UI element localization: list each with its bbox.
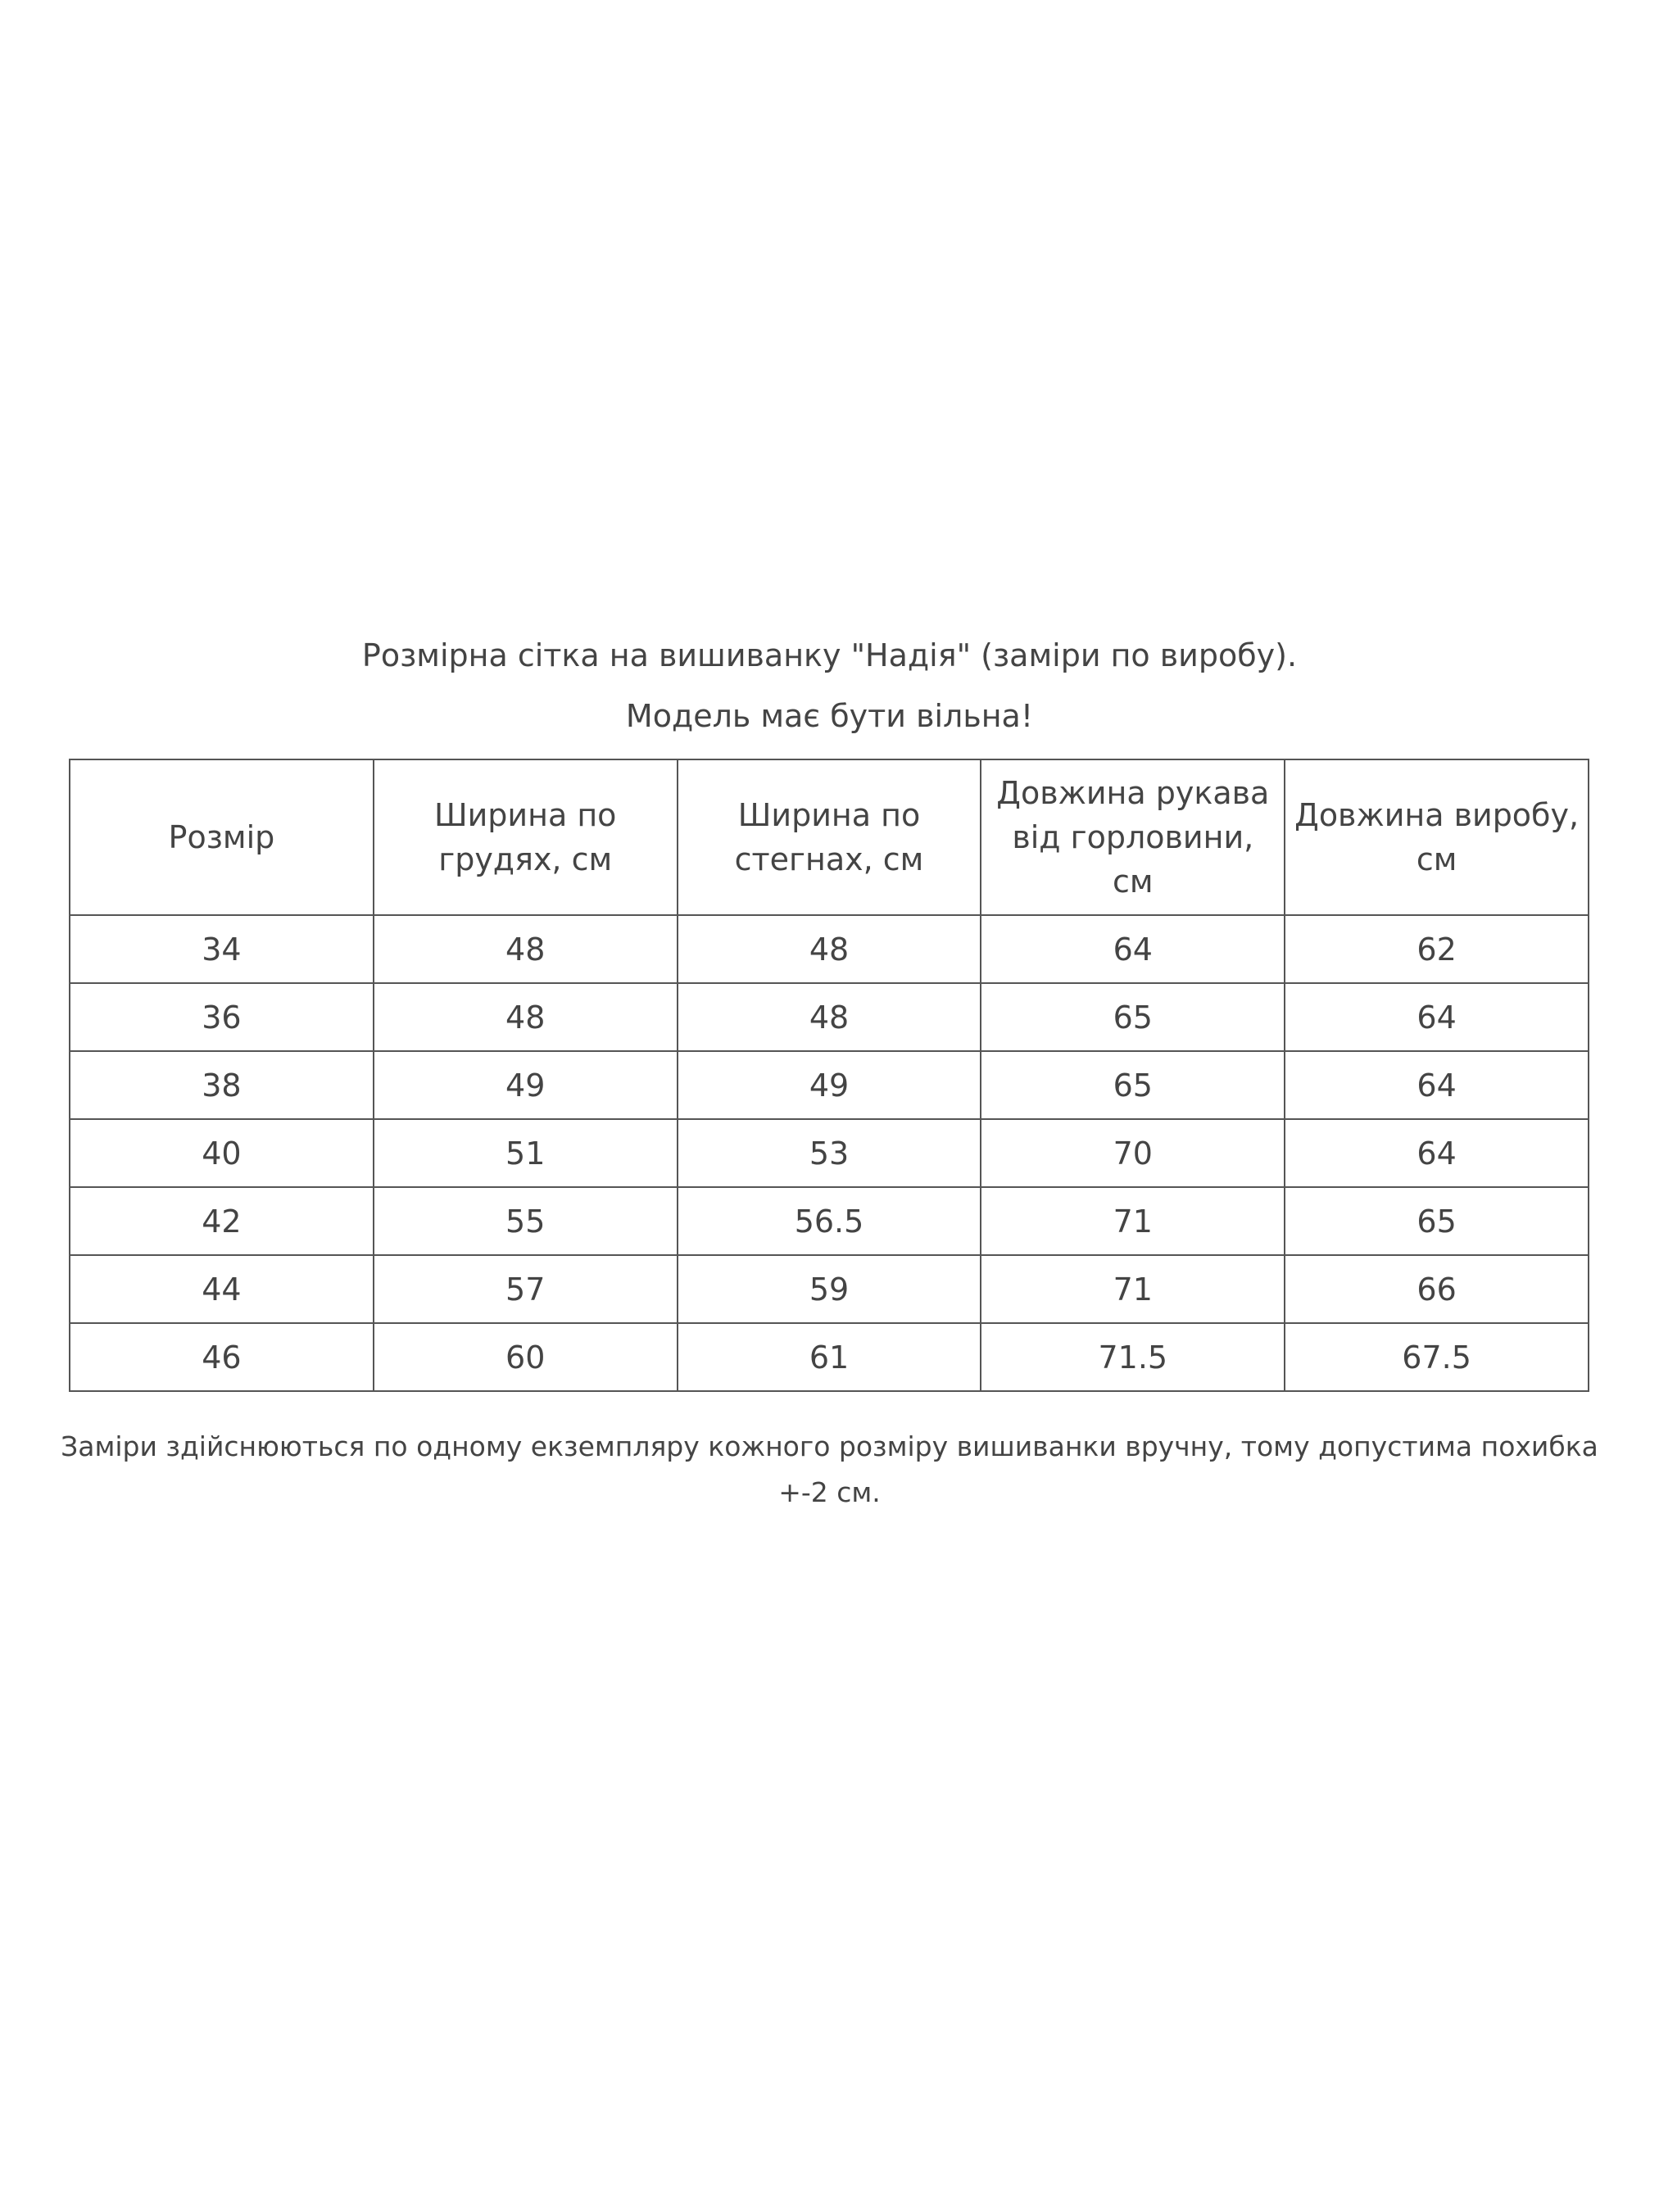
cell-chest-width: 49 — [374, 1051, 678, 1119]
header-sleeve-length: Довжина рукава від горловини, см — [981, 759, 1285, 915]
cell-sleeve-length: 71 — [981, 1187, 1285, 1255]
cell-chest-width: 57 — [374, 1255, 678, 1323]
table-row — [70, 1187, 1589, 1255]
cell-hip-width: 48 — [678, 983, 981, 1051]
cell-sleeve-length: 65 — [981, 983, 1285, 1051]
cell-garment-length: 64 — [1285, 983, 1589, 1051]
cell-chest-width: 60 — [374, 1323, 678, 1391]
page-subtitle: Модель має бути вільна! — [625, 698, 1034, 734]
table-row — [70, 1323, 1589, 1391]
cell-hip-width: 53 — [678, 1119, 981, 1187]
cell-size: 46 — [70, 1323, 374, 1391]
cell-garment-length: 65 — [1285, 1187, 1589, 1255]
cell-sleeve-length: 71.5 — [981, 1323, 1285, 1391]
cell-size: 38 — [70, 1051, 374, 1119]
cell-sleeve-length: 64 — [981, 915, 1285, 983]
cell-sleeve-length: 71 — [981, 1255, 1285, 1323]
table-row — [70, 1255, 1589, 1323]
table-header-row — [70, 759, 1589, 915]
header-size: Розмір — [70, 759, 374, 915]
cell-hip-width: 48 — [678, 915, 981, 983]
cell-garment-length: 64 — [1285, 1051, 1589, 1119]
header-hip-width: Ширина по стегнах, см — [678, 759, 981, 915]
cell-garment-length: 64 — [1285, 1119, 1589, 1187]
cell-hip-width: 61 — [678, 1323, 981, 1391]
cell-chest-width: 51 — [374, 1119, 678, 1187]
cell-garment-length: 67.5 — [1285, 1323, 1589, 1391]
table-row — [70, 1119, 1589, 1187]
cell-chest-width: 48 — [374, 915, 678, 983]
cell-size: 42 — [70, 1187, 374, 1255]
table-row — [70, 983, 1589, 1051]
cell-hip-width: 49 — [678, 1051, 981, 1119]
header-garment-length: Довжина виробу, см — [1285, 759, 1589, 915]
cell-size: 34 — [70, 915, 374, 983]
cell-chest-width: 55 — [374, 1187, 678, 1255]
cell-size: 36 — [70, 983, 374, 1051]
page-title: Розмірна сітка на вишиванку "Надія" (заміри по виробу). — [361, 637, 1298, 673]
cell-garment-length: 62 — [1285, 915, 1589, 983]
measurement-note: Заміри здійснюються по одному екземпляру кожного розміру вишиванки вручну, тому допустима похибка +-2 см. — [61, 1430, 1598, 1508]
cell-hip-width: 59 — [678, 1255, 981, 1323]
header-chest-width: Ширина по грудях, см — [374, 759, 678, 915]
cell-sleeve-length: 65 — [981, 1051, 1285, 1119]
size-table — [69, 759, 1589, 1392]
cell-sleeve-length: 70 — [981, 1119, 1285, 1187]
cell-garment-length: 66 — [1285, 1255, 1589, 1323]
table-row — [70, 1051, 1589, 1119]
table-row — [70, 915, 1589, 983]
cell-hip-width: 56.5 — [678, 1187, 981, 1255]
cell-size: 40 — [70, 1119, 374, 1187]
cell-size: 44 — [70, 1255, 374, 1323]
cell-chest-width: 48 — [374, 983, 678, 1051]
